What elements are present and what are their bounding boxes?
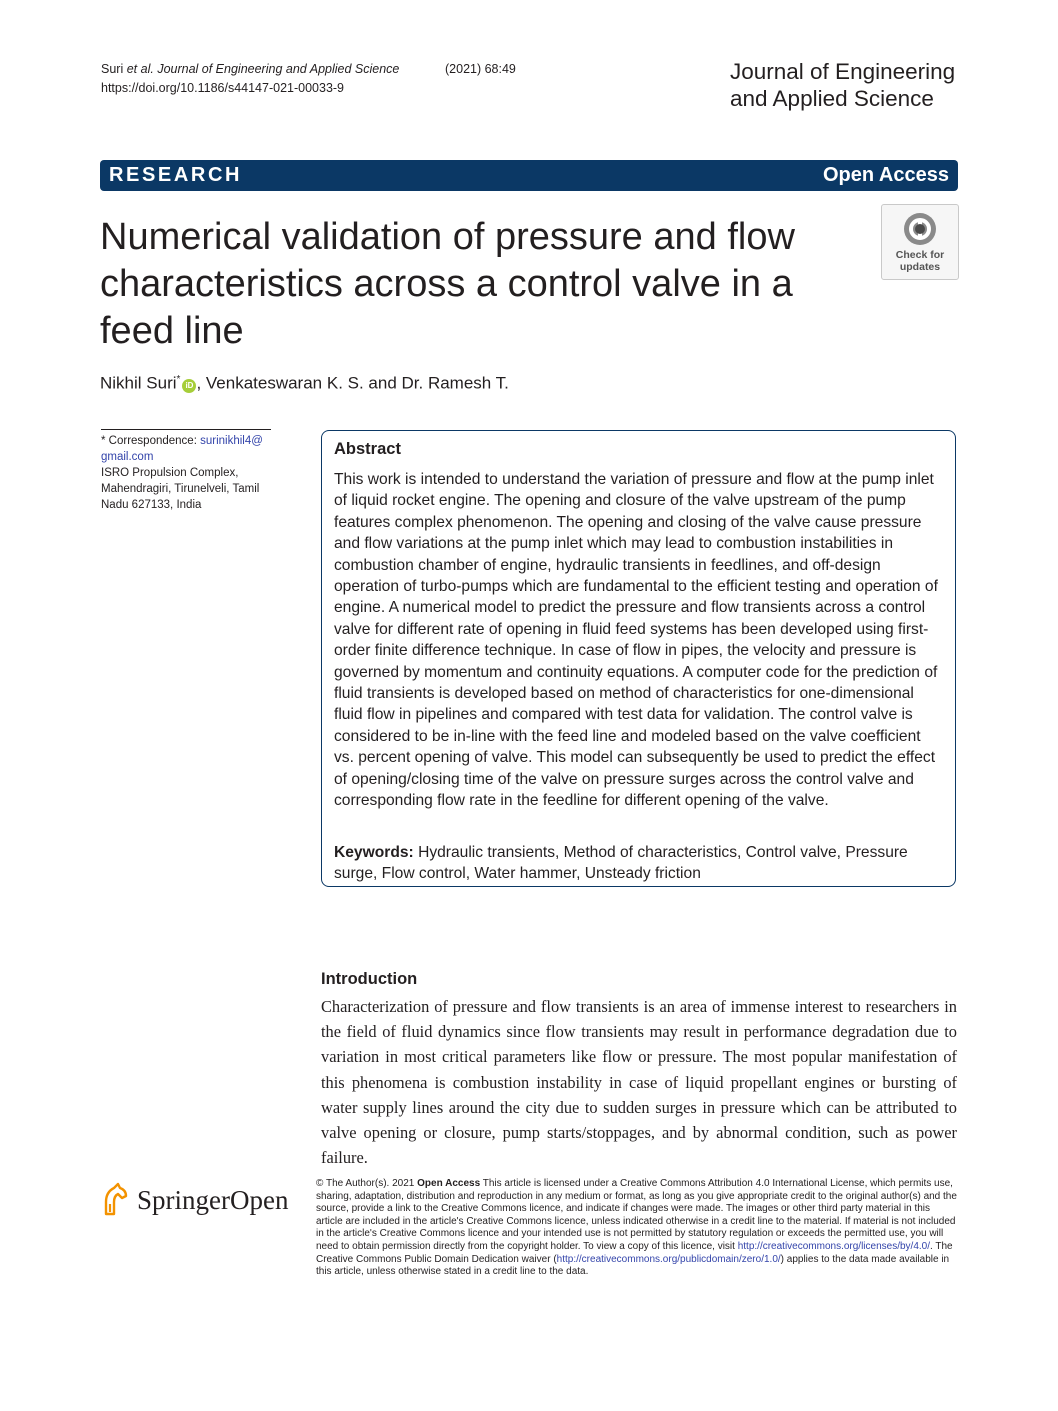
email-link-part1[interactable]: surinikhil4@ <box>200 435 263 447</box>
running-year: (2021) 68:49 <box>445 62 516 76</box>
check-for-updates-line1: Check for <box>895 249 945 261</box>
keywords-label: Keywords: <box>334 844 414 861</box>
running-header <box>101 60 531 98</box>
check-for-updates-icon <box>902 211 938 247</box>
author-list <box>100 369 509 395</box>
article-type-band <box>100 160 958 191</box>
check-for-updates-line2: updates <box>899 261 941 273</box>
affiliation-address: ISRO Propulsion Complex, Mahendragiri, Tirunelveli, Tamil Nadu 627133, India <box>101 467 260 511</box>
license-link-cc-by[interactable]: http://creativecommons.org/licenses/by/4.0/ <box>737 1240 931 1252</box>
journal-name <box>730 58 990 112</box>
abstract-heading: Abstract <box>334 440 401 458</box>
springer-name-a: Springer <box>137 1185 230 1215</box>
license-text2: . The Creative Commons Public Domain Dedication waiver ( <box>316 1240 953 1265</box>
introduction-heading: Introduction <box>321 970 418 988</box>
corresponding-mark: * <box>176 374 181 385</box>
license-prefix: © The Author(s). 2021 <box>316 1178 418 1189</box>
running-author: Suri <box>101 62 124 76</box>
affiliation-block <box>101 433 281 513</box>
email-link-part2[interactable]: gmail.com <box>101 451 154 463</box>
orcid-icon[interactable]: iD <box>182 379 196 393</box>
springer-name-b: Open <box>229 1185 289 1215</box>
affiliation-divider <box>101 429 271 430</box>
author-first[interactable]: Nikhil Suri <box>100 373 177 393</box>
check-for-updates-button[interactable] <box>881 204 959 280</box>
springer-open-logo <box>100 1180 300 1220</box>
license-oa: Open Access <box>417 1178 481 1189</box>
author-rest: , Venkateswaran K. S. and Dr. Ramesh T. <box>196 373 509 393</box>
article-title: Numerical validation of pressure and flow characteristics across a control valve in a feed line <box>100 216 795 352</box>
license-text1: This article is licensed under a Creative Commons Attribution 4.0 International License, which permits use, sharing, adaptation, distribution and reproduction in any medium or format, as long as you give appropriate credit to the original author(s) and the source, provide a link to the Creative Commons licence, and indicate if changes were made. The images or other third party material in this article are included in the article's Creative Commons licence, unless indicated otherwise in a credit line to the material. If material is not included in the article's Creative Commons licence and your intended use is not permitted by statutory regulation or exceeds the permitted use, you will need to obtain permission directly from the copyright holder. To view a copy of this licence, visit <box>316 1178 957 1252</box>
keywords-list: Hydraulic transients, Method of characteristics, Control valve, Pressure surge, Flow control, Water hammer, Unsteady friction <box>334 844 908 883</box>
license-link-cc0[interactable]: http://creativecommons.org/publicdomain/zero/1.0/ <box>556 1253 781 1265</box>
abstract-text: This work is intended to understand the variation of pressure and flow at the pump inlet of liquid rocket engine. The opening and closure of the valve upstream of the pump features complex phenomenon. The opening and closing of the valve cause pressure and flow variations at the pump inlet which may lead to combustion instabilities in combustion chamber of engine, hydraulic transients in feedlines, and off-design operation of turbo-pumps which are fundamental to the efficient testing and operation of engine. A numerical model to predict the pressure and flow transients across a control valve for different rate of opening in fluid feed systems has been developed using first-order finite difference technique. In case of flow in pipes, the velocity and pressure is governed by momentum and continuity equations. A computer code for the prediction of fluid transients is developed based on method of characteristics for one-dimensional fluid flow in pipelines and compared with test data for validation. The control valve is considered to be in-line with the feed line and modeled based on the valve coefficient vs. percent opening of valve. This model can subsequently be used to predict the effect of opening/closing time of the valve on pressure surges across the control valve and corresponding flow rate in the feedline for different opening of the valve. <box>334 471 938 810</box>
journal-name-line2: and Applied Science <box>730 86 934 111</box>
journal-name-line1: Journal of Engineering <box>730 59 956 84</box>
correspondence-label: * Correspondence: <box>101 435 201 447</box>
license-text3: ) applies to the data made available in this article, unless otherwise stated in a credit line to the data. <box>316 1253 950 1278</box>
article-type-label: RESEARCH <box>109 164 243 186</box>
running-etal: et al. <box>126 62 154 76</box>
springer-horse-icon <box>100 1182 130 1216</box>
license-text <box>316 1178 958 1279</box>
open-access-label: Open Access <box>823 164 949 186</box>
keywords <box>334 842 944 885</box>
introduction-text: Characterization of pressure and flow transients is an area of immense interest to researchers in the field of fluid dynamics since flow transients may result in performance degradation due to variation in most critical parameters like flow or pressure. The most popular manifestation of this phenomena is combustion instability in case of liquid propellant engines or bursting of water supply lines around the city due to sudden surges in pressure which can be attributed to valve opening or closure, pump starts/stoppages, and by abnormal condition, such as power failure. <box>321 997 957 1168</box>
running-journal: Journal of Engineering and Applied Science <box>157 62 400 76</box>
doi-link[interactable]: https://doi.org/10.1186/s44147-021-00033-9 <box>101 81 345 95</box>
